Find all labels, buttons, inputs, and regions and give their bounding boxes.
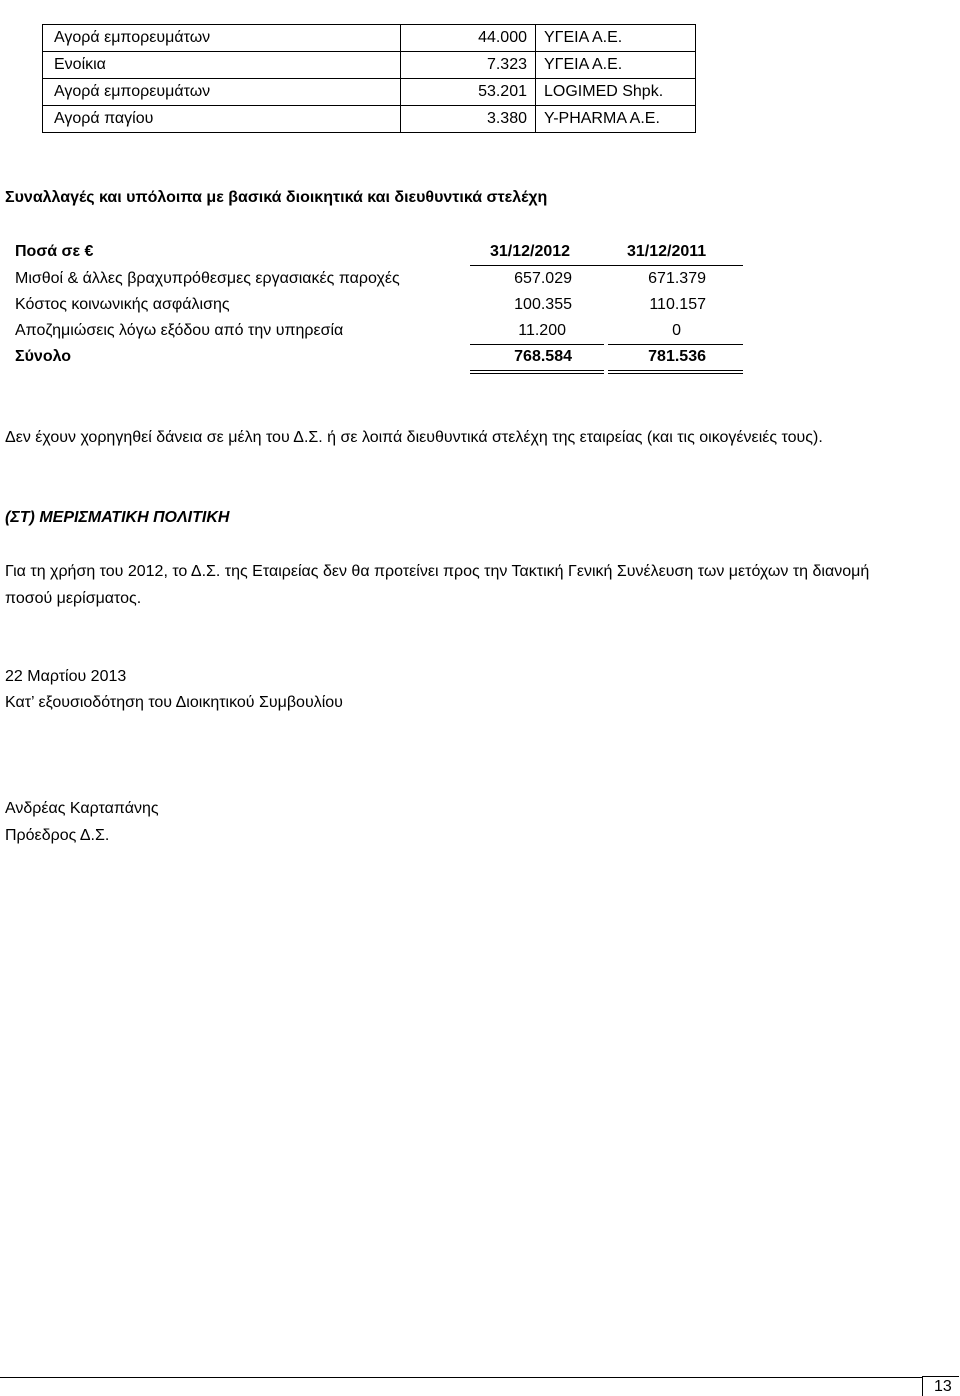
remuneration-value-2011: 671.379: [648, 270, 706, 287]
remuneration-value-2012: 11.200: [518, 322, 566, 339]
total-double-rule-2012-b: [470, 373, 604, 374]
transaction-type: Ενοίκια: [43, 52, 401, 79]
table-row: [43, 52, 696, 79]
dividend-policy-text-line2: ποσού μερίσματος.: [5, 590, 142, 607]
transaction-party: ΥΓΕΙΑ Α.Ε.: [536, 52, 696, 79]
transaction-amount: 3.380: [401, 106, 536, 133]
signature-date: 22 Μαρτίου 2013: [5, 668, 127, 685]
remuneration-value-2012: 657.029: [514, 270, 572, 287]
column-header-2012: 31/12/2012: [490, 243, 571, 260]
signatory-role: Πρόεδρος Δ.Σ.: [5, 827, 110, 844]
total-double-rule-2011-a: [608, 370, 743, 371]
table-row: [43, 25, 696, 52]
transaction-party: Y-PHARMA A.E.: [536, 106, 696, 133]
related-party-transactions-table: [42, 24, 696, 133]
table-row: [43, 106, 696, 133]
total-value-2011: 781.536: [648, 348, 706, 365]
page-number: 13: [934, 1378, 952, 1395]
transaction-amount: 7.323: [401, 52, 536, 79]
loans-note: Δεν έχουν χορηγηθεί δάνεια σε μέλη του Δ.Σ. ή σε λοιπά διευθυντικά στελέχη της εταιρείας (και τις οικογένειές τους).: [5, 429, 823, 446]
total-label: Σύνολο: [15, 348, 72, 365]
transaction-amount: 44.000: [401, 25, 536, 52]
transaction-party: ΥΓΕΙΑ Α.Ε.: [536, 25, 696, 52]
remuneration-row-label: Αποζημιώσεις λόγω εξόδου από την υπηρεσία: [15, 322, 344, 339]
transaction-type: Αγορά εμπορευμάτων: [43, 25, 401, 52]
remuneration-value-2011: 110.157: [649, 296, 706, 313]
total-double-rule-2011-b: [608, 373, 743, 374]
column-header-2011: 31/12/2011: [627, 243, 707, 260]
signature-authority: Κατ’ εξουσιοδότηση του Διοικητικού Συμβουλίου: [5, 694, 343, 711]
total-top-rule-2011: [608, 344, 743, 345]
remuneration-row-label: Μισθοί & άλλες βραχυπρόθεσμες εργασιακές παροχές: [15, 270, 400, 287]
table-row: [43, 79, 696, 106]
dividend-policy-title: (ΣΤ) ΜΕΡΙΣΜΑΤΙΚΗ ΠΟΛΙΤΙΚΗ: [5, 509, 230, 526]
header-underline: [470, 265, 743, 266]
total-value-2012: 768.584: [514, 348, 572, 365]
total-double-rule-2012-a: [470, 370, 604, 371]
total-top-rule-2012: [470, 344, 604, 345]
transaction-type: Αγορά εμπορευμάτων: [43, 79, 401, 106]
dividend-policy-text-line1: Για τη χρήση του 2012, το Δ.Σ. της Εταιρείας δεν θα προτείνει προς την Τακτική Γενική Συνέλευση των μετόχων τη διανομή: [5, 563, 870, 580]
signatory-name: Ανδρέας Καρταπάνης: [5, 800, 159, 817]
transaction-party: LOGIMED Shpk.: [536, 79, 696, 106]
transaction-amount: 53.201: [401, 79, 536, 106]
remuneration-value-2012: 100.355: [514, 296, 572, 313]
remuneration-row-label: Κόστος κοινωνικής ασφάλισης: [15, 296, 230, 313]
remuneration-value-2011: 0: [672, 322, 681, 339]
amounts-currency-label: Ποσά σε €: [15, 243, 94, 260]
footer-rule: [0, 1377, 922, 1378]
transaction-type: Αγορά παγίου: [43, 106, 401, 133]
management-section-title: Συναλλαγές και υπόλοιπα με βασικά διοικητικά και διευθυντικά στελέχη: [5, 189, 548, 206]
